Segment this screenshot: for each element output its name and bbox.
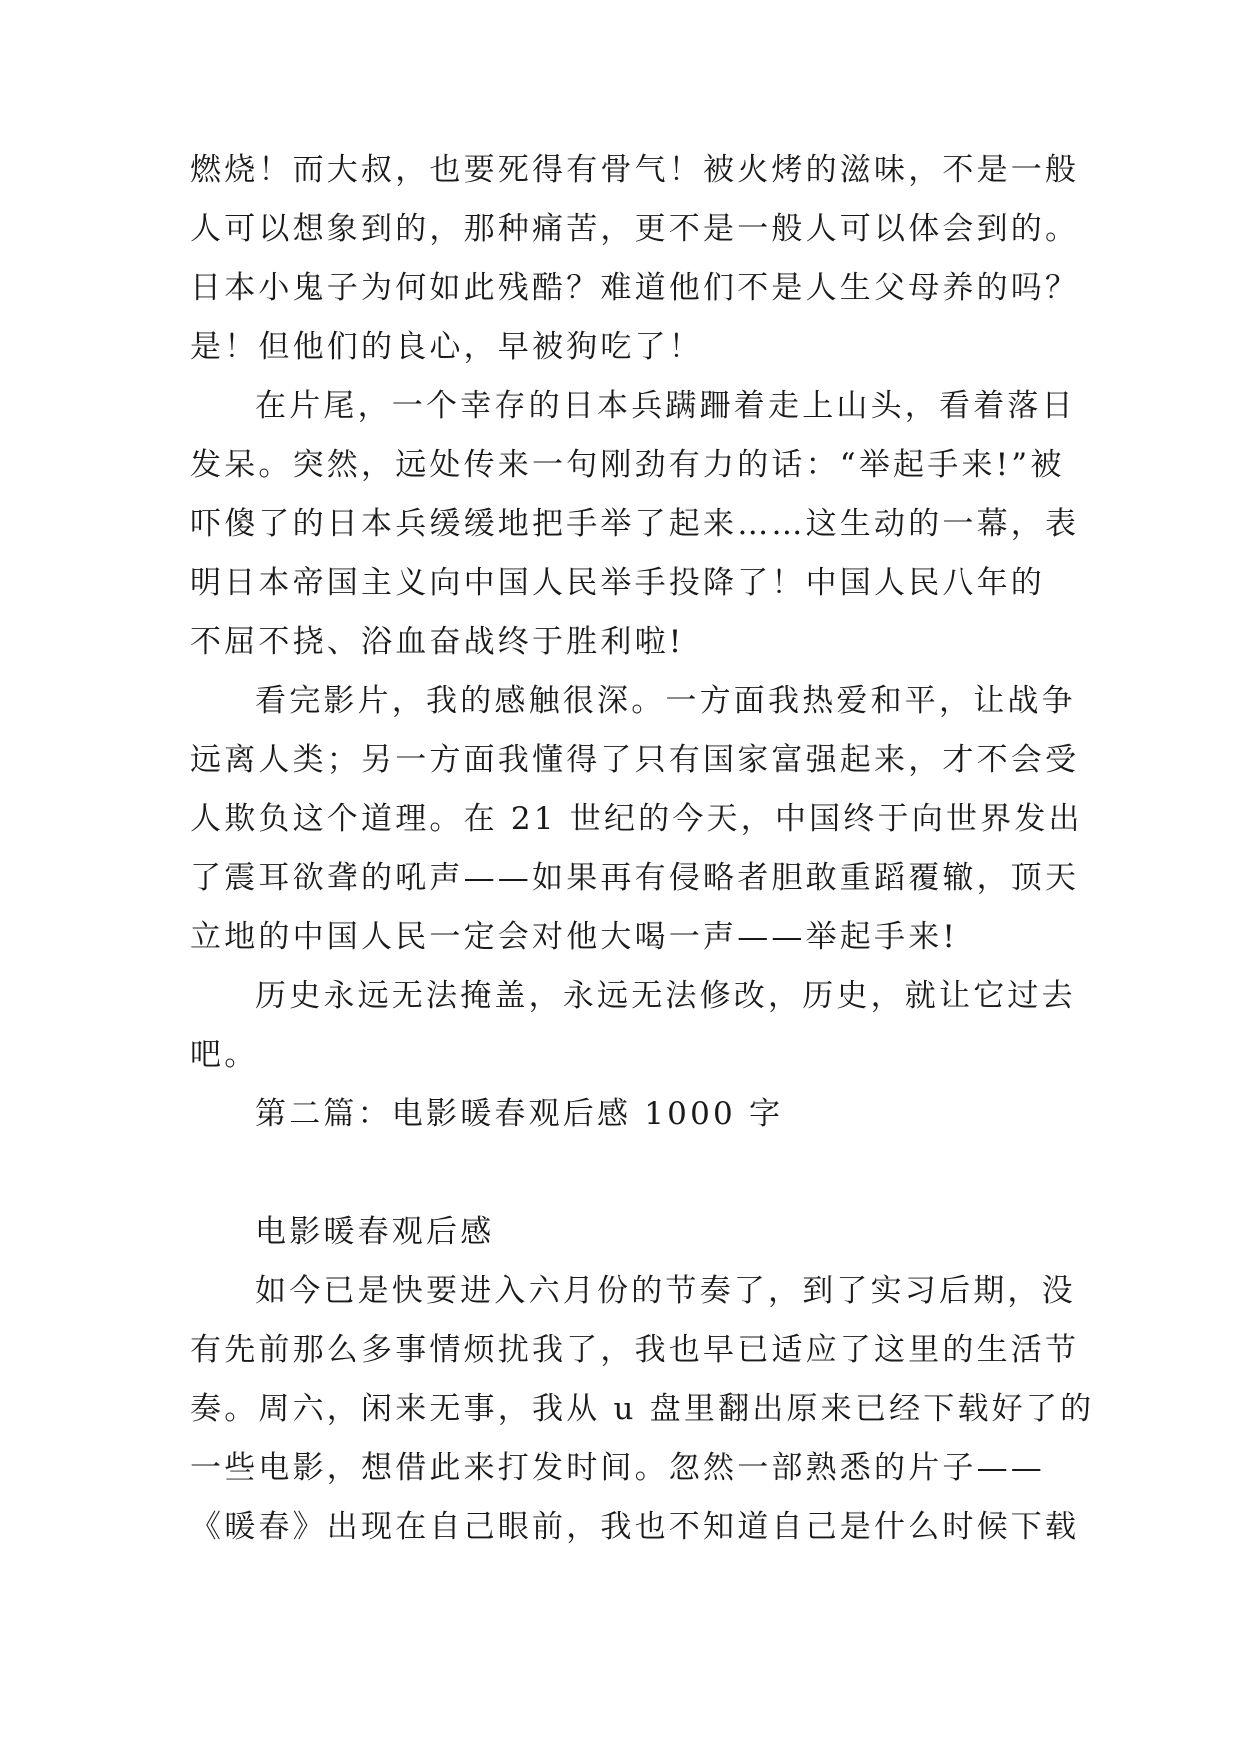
paragraph-start-line: 看完影片，我的感触很深。一方面我热爱和平，让战争 [255,683,1076,719]
text-line: 了震耳欲聋的吼声——如果再有侵略者胆敢重蹈覆辙，顶天 [190,860,1080,896]
paragraph-start-line: 历史永远无法掩盖，永远无法修改，历史，就让它过去 [255,978,1076,1014]
text-line: 远离人类；另一方面我懂得了只有国家富强起来，才不会受 [190,742,1080,778]
text-line: 发呆。突然，远处传来一句刚劲有力的话：“举起手来!”被 [190,447,1065,483]
article-title: 电影暖春观后感 [255,1214,495,1250]
text-line: 吧。 [190,1037,259,1073]
section-heading: 第二篇：电影暖春观后感 1000 字 [255,1096,784,1132]
text-line: 燃烧！而大叔，也要死得有骨气！被火烤的滋味，不是一般 [190,152,1080,188]
text-line: 不屈不挠、浴血奋战终于胜利啦! [190,624,685,660]
paragraph-start-line: 在片尾，一个幸存的日本兵蹒跚着走上山头，看着落日 [255,388,1076,424]
text-line: 立地的中国人民一定会对他大喝一声——举起手来! [190,919,959,955]
paragraph-start-line: 如今已是快要进入六月份的节奏了，到了实习后期，没 [255,1273,1076,1309]
text-line: 《暖春》出现在自己眼前，我也不知道自己是什么时候下载 [190,1509,1080,1545]
text-line: 是！但他们的良心，早被狗吃了！ [190,329,703,365]
text-line: 有先前那么多事情烦扰我了，我也早已适应了这里的生活节 [190,1332,1080,1368]
text-line: 人欺负这个道理。在 21 世纪的今天，中国终于向世界发出 [190,801,1083,837]
text-line: 一些电影，想借此来打发时间。忽然一部熟悉的片子—— [190,1450,1045,1486]
text-line: 日本小鬼子为何如此残酷？难道他们不是人生父母养的吗？ [190,270,1080,306]
text-line: 人可以想象到的，那种痛苦，更不是一般人可以体会到的。 [190,211,1080,247]
text-line: 吓傻了的日本兵缓缓地把手举了起来……这生动的一幕，表 [190,506,1080,542]
text-line: 明日本帝国主义向中国人民举手投降了！中国人民八年的 [190,565,1045,601]
text-line: 奏。周六，闲来无事，我从 u 盘里翻出原来已经下载好了的 [190,1391,1095,1427]
